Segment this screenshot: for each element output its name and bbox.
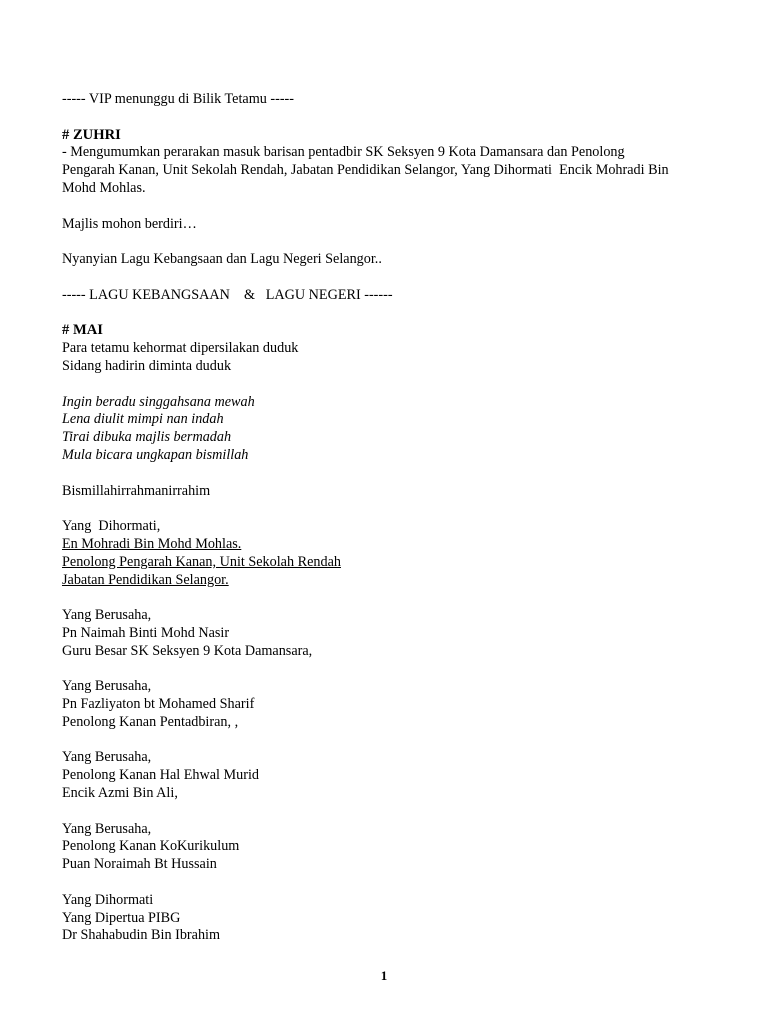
- greeting-line: Penolong Kanan Hal Ehwal Murid: [62, 767, 260, 784]
- greeting-title: Yang Dihormati: [62, 891, 154, 908]
- greeting-line: Penolong Kanan KoKurikulum: [62, 838, 240, 855]
- mai-line: Para tetamu kehormat dipersilakan duduk: [62, 340, 299, 357]
- stand-announcement: Majlis mohon berdiri…: [62, 215, 197, 232]
- vip-note: ----- VIP menunggu di Bilik Tetamu -----: [62, 91, 294, 107]
- greeting-line: Penolong Kanan Pentadbiran, ,: [62, 713, 239, 730]
- greeting-title: Yang Dihormati,: [62, 518, 161, 535]
- pantun-line: Lena diulit mimpi nan indah: [62, 411, 224, 428]
- zuhri-line: Pengarah Kanan, Unit Sekolah Rendah, Jabatan Pendidikan Selangor, Yang Dihormati Encik Mohradi Bin: [62, 162, 669, 179]
- mai-heading: # MAI: [62, 322, 103, 339]
- pantun-line: Ingin beradu singgahsana mewah: [62, 393, 255, 410]
- page-number: 1: [380, 968, 388, 983]
- zuhri-line: - Mengumumkan perarakan masuk barisan pentadbir SK Seksyen 9 Kota Damansara dan Penolong: [62, 144, 625, 161]
- greeting-title: Yang Berusaha,: [62, 678, 152, 695]
- greeting-title: Yang Berusaha,: [62, 607, 152, 624]
- greeting-line: Yang Dipertua PIBG: [62, 909, 181, 926]
- anthem-intro: Nyanyian Lagu Kebangsaan dan Lagu Negeri Selangor..: [62, 251, 382, 268]
- zuhri-heading: # ZUHRI: [62, 126, 121, 143]
- document-page: [62, 91, 722, 945]
- greeting-line: Jabatan Pendidikan Selangor.: [62, 571, 229, 588]
- greeting-line: Encik Azmi Bin Ali,: [62, 785, 178, 802]
- greeting-title: Yang Berusaha,: [62, 820, 152, 837]
- greeting-line: En Mohradi Bin Mohd Mohlas.: [62, 535, 242, 552]
- greeting-line: Puan Noraimah Bt Hussain: [62, 856, 217, 873]
- pantun-line: Mula bicara ungkapan bismillah: [62, 446, 249, 463]
- pantun-line: Tirai dibuka majlis bermadah: [62, 429, 232, 446]
- bismillah: Bismillahirrahmanirrahim: [62, 482, 211, 499]
- zuhri-line: Mohd Mohlas.: [62, 179, 146, 196]
- greeting-line: Guru Besar SK Seksyen 9 Kota Damansara,: [62, 642, 313, 659]
- anthem-note: ----- LAGU KEBANGSAAN & LAGU NEGERI ------: [62, 286, 393, 303]
- greeting-title: Yang Berusaha,: [62, 749, 152, 766]
- greeting-line: Dr Shahabudin Bin Ibrahim: [62, 927, 221, 944]
- mai-line: Sidang hadirin diminta duduk: [62, 357, 232, 374]
- greeting-line: Penolong Pengarah Kanan, Unit Sekolah Rendah: [62, 553, 341, 570]
- greeting-line: Pn Naimah Binti Mohd Nasir: [62, 624, 230, 641]
- greeting-line: Pn Fazliyaton bt Mohamed Sharif: [62, 696, 255, 713]
